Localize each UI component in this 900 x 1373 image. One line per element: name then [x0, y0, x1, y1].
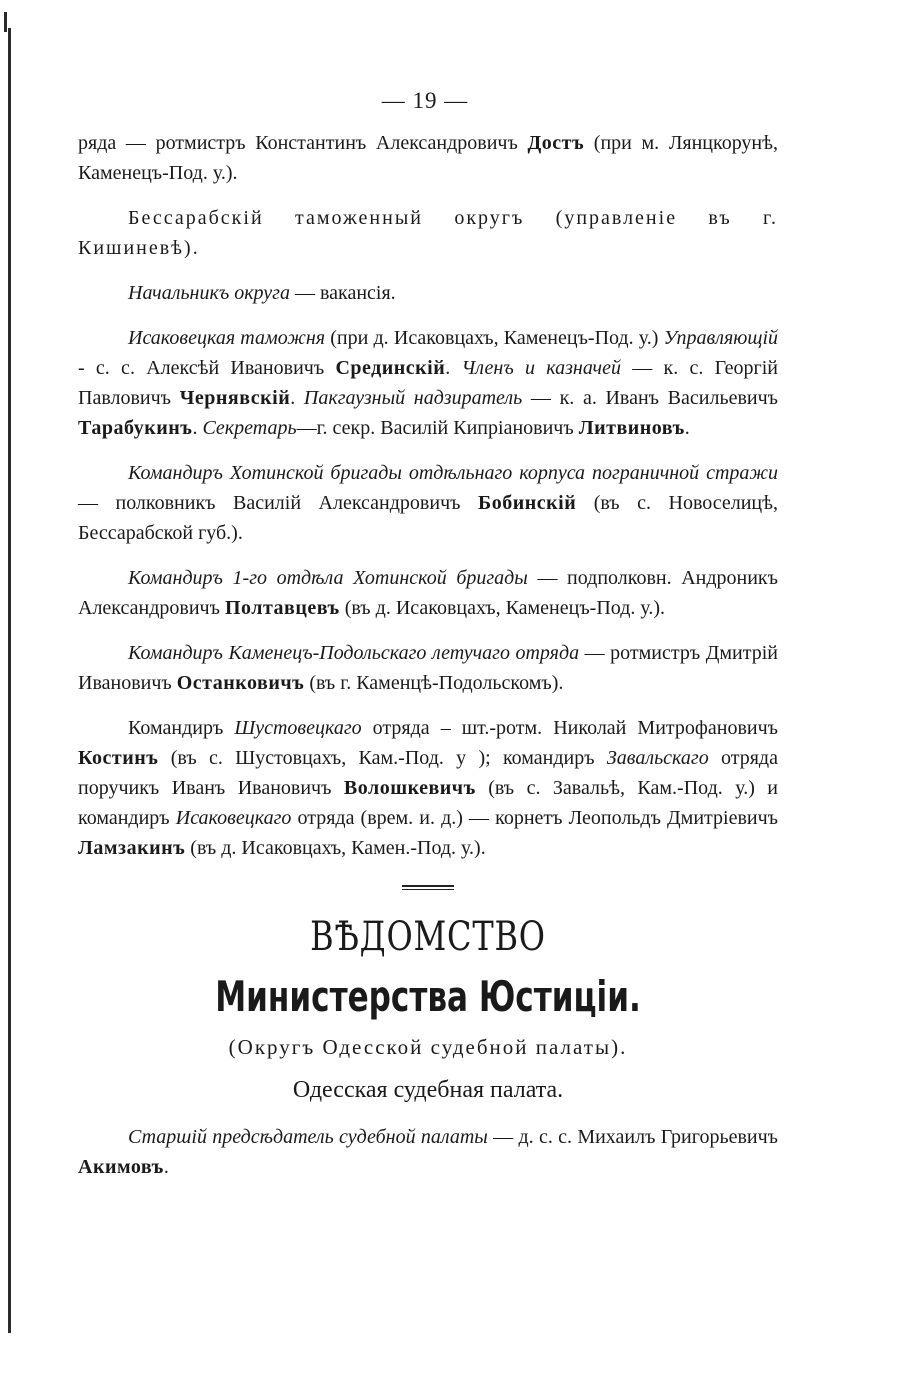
- scan-edge-line: [8, 28, 11, 1333]
- position-title-italic: Пакгаузный надзиратель: [303, 387, 523, 409]
- page-text: [78, 128, 778, 1197]
- surname-bold: Костинъ: [78, 747, 159, 769]
- text-run: — полковникъ Василій Александровичъ: [78, 492, 478, 514]
- position-title-italic: Исаковецкаго: [175, 807, 292, 829]
- position-title-italic: Исаковецкая таможня: [128, 327, 326, 349]
- position-title-italic: Секретарь: [202, 417, 297, 439]
- position-title-italic: Командиръ 1-го отдѣла Хотинской бригады: [128, 567, 528, 589]
- subheading-circuit: (Округъ Одесской судебной палаты).: [228, 1035, 628, 1059]
- paragraph-district-head: [78, 278, 778, 308]
- page-number: — 19 —: [381, 88, 469, 113]
- position-title-italic: Шустовецкаго: [234, 717, 362, 739]
- text-run: отряда поручикъ Иванъ Ивановичъ: [78, 747, 778, 799]
- paragraph-dost: [78, 128, 778, 188]
- position-title-italic: Командиръ Хотинской бригады отдѣльнаго корпуса пограничной стражи: [128, 462, 778, 484]
- position-title-italic: Начальникъ округа: [128, 282, 290, 304]
- text-run: (въ г. Каменцѣ-Подольскомъ).: [304, 672, 564, 694]
- text-run: (при м. Лянцкорунѣ, Каменецъ-Под. у.).: [78, 132, 778, 184]
- surname-bold: Литвиновъ: [578, 417, 685, 439]
- paragraph-khotin-brigade: [78, 458, 778, 548]
- position-title-italic: Завальскаго: [606, 747, 709, 769]
- text-run: .: [445, 357, 462, 379]
- text-run: — подполковн. Андроникъ Александровичъ: [78, 567, 778, 619]
- text-run: — ротмистръ Дмитрій Ивановичъ: [78, 642, 778, 694]
- surname-bold: Тарабукинъ: [78, 417, 193, 439]
- text-run: (въ с. Новоселицѣ, Бессарабской губ.).: [78, 492, 778, 544]
- text-run: Командиръ: [128, 717, 235, 739]
- text-run: (при д. Исаковцахъ, Каменецъ-Под. у.): [325, 327, 664, 349]
- section-divider: [402, 885, 454, 890]
- surname-bold: Бобинскій: [477, 492, 577, 514]
- text-run: отряда (врем. и. д.) — корнетъ Леопольдъ Дмитріевичъ: [291, 807, 779, 829]
- text-run: —г. секр. Василій Кипріановичъ: [296, 417, 579, 439]
- text-run: .: [290, 387, 304, 409]
- paragraph-isakovtsy-customs: [78, 323, 778, 443]
- heading-ministry: Министерства Юстиціи.: [215, 972, 641, 1021]
- text-run: — к. с. Георгій Павловичъ: [78, 357, 778, 409]
- position-title-italic: Членъ и казначей: [461, 357, 621, 379]
- paragraph-flying-detachment: [78, 638, 778, 698]
- heading-department: ВѢДОМСТВО: [310, 914, 546, 960]
- scan-edge-tick: [4, 12, 7, 32]
- surname-bold: Достъ: [527, 132, 585, 154]
- text-run: .: [684, 417, 690, 439]
- text-run: — вакансія.: [289, 282, 396, 304]
- subheading-chamber: Одесская судебная палата.: [292, 1077, 564, 1103]
- text-run: — д. с. с. Михаилъ Григорьевичъ: [487, 1126, 779, 1148]
- text-run: (въ с. Шустовцахъ, Кам.-Под. у ); командиръ: [158, 747, 607, 769]
- surname-bold: Акимовъ: [78, 1156, 164, 1178]
- text-run: (въ д. Исаковцахъ, Камен.-Под. у.).: [185, 837, 486, 859]
- text-run: — к. а. Иванъ Васильевичъ: [522, 387, 778, 409]
- paragraph-detachment-commanders: [78, 713, 778, 863]
- text-run: (въ с. Завальѣ, Кам.-Под. у.) и командиръ: [78, 777, 778, 829]
- text-run: отряда – шт.-ротм. Николай Митрофановичъ: [361, 717, 778, 739]
- position-title-italic: Командиръ Каменецъ-Подольскаго летучаго отряда: [128, 642, 580, 664]
- surname-bold: Чернявскій: [179, 387, 291, 409]
- surname-bold: Полтавцевъ: [224, 597, 340, 619]
- surname-bold: Останковичъ: [176, 672, 305, 694]
- paragraph-senior-chairman: [78, 1122, 778, 1182]
- text-run: Бессарабскій таможенный округъ (управленіе въ г. Кишиневѣ).: [78, 207, 778, 259]
- position-title-italic: Старшій предсѣдатель судебной палаты: [128, 1126, 488, 1148]
- paragraph-customs-district: [78, 203, 778, 263]
- surname-bold: Ламзакинъ: [78, 837, 186, 859]
- text-run: .: [192, 417, 203, 439]
- surname-bold: Срединскій: [335, 357, 446, 379]
- paragraph-first-section: [78, 563, 778, 623]
- position-title-italic: Управляющій: [663, 327, 778, 349]
- text-run: - с. с. Алексѣй Ивановичъ: [78, 357, 336, 379]
- text-run: .: [163, 1156, 169, 1178]
- surname-bold: Волошкевичъ: [343, 777, 476, 799]
- text-run: (въ д. Исаковцахъ, Каменецъ-Под. у.).: [339, 597, 666, 619]
- text-run: ряда — ротмистръ Константинъ Александровичъ: [78, 132, 528, 154]
